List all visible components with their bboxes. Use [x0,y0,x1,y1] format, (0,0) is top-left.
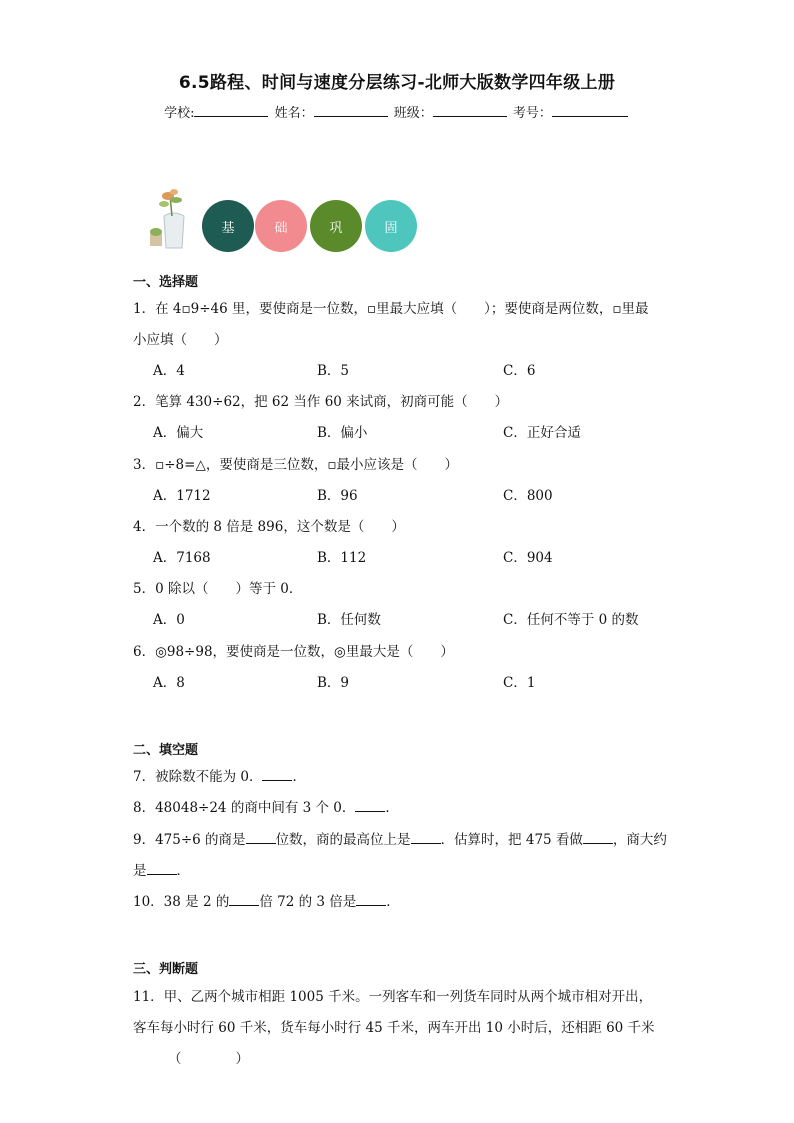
school-label: 学校: [164,106,195,121]
q6-option-b[interactable]: B．9 [317,675,350,691]
q7-blank[interactable] [262,768,292,781]
plant-vase-icon [146,186,194,252]
question-9-line-2: 是 ． [133,863,190,879]
section-choice-heading: 一、选择题 [133,275,199,290]
class-blank[interactable] [433,104,507,117]
question-11-answer-bracket[interactable]: （ ） [168,1051,249,1067]
q2-option-b[interactable]: B．偏小 [317,425,368,441]
q9-blank-1[interactable] [246,831,276,844]
name-blank[interactable] [314,104,388,117]
section-judge-heading: 三、判断题 [133,962,199,977]
q3-option-a[interactable]: A．1712 [153,488,211,504]
question-1-line-2: 小应填（ ） [133,332,228,348]
school-blank[interactable] [194,104,268,117]
badge-circle-2: 础 [255,200,307,252]
q10-blank-1[interactable] [229,893,259,906]
question-9-line-1: 9．475÷6 的商是 位数，商的最高位上是 ．估算时，把 475 看做 ，商大约 [133,832,667,848]
class-label: 班级： [393,106,433,121]
q1-option-c[interactable]: C．6 [503,363,536,379]
q6-option-a[interactable]: A．8 [153,675,185,691]
q5-option-a[interactable]: A．0 [153,612,185,628]
badge-circle-4: 固 [365,200,417,252]
question-10: 10．38 是 2 的 倍 72 的 3 倍是 ． [133,894,400,910]
name-label: 姓名： [274,106,314,121]
q5-option-b[interactable]: B．任何数 [317,612,381,628]
q4-option-c[interactable]: C．904 [503,550,553,566]
q2-option-c[interactable]: C．正好合适 [503,425,581,441]
q10-blank-2[interactable] [356,893,386,906]
q4-option-a[interactable]: A．7168 [153,550,211,566]
question-5: 5．0 除以（ ）等于 0． [133,581,303,597]
question-8: 8．48048÷24 的商中间有 3 个 0． ． [133,800,399,816]
question-1-line-1: 1．在 4▫9÷46 里，要使商是一位数，▫里最大应填（ ）；要使商是两位数，▫里最 [133,301,649,317]
student-info-line [0,102,794,121]
q9-blank-2[interactable] [411,831,441,844]
q1-option-b[interactable]: B．5 [317,363,350,379]
q9-blank-4[interactable] [147,862,177,875]
question-2: 2．笔算 430÷62，把 62 当作 60 来试商，初商可能（ ） [133,394,509,410]
number-label: 考号： [512,106,552,121]
question-3: 3．▫÷8=△，要使商是三位数，▫最小应该是（ ） [133,457,458,473]
question-6: 6．◎98÷98，要使商是一位数，◎里最大是（ ） [133,644,454,660]
question-4: 4．一个数的 8 倍是 896，这个数是（ ） [133,519,405,535]
section-fill-heading: 二、填空题 [133,743,199,758]
q5-option-c[interactable]: C．任何不等于 0 的数 [503,612,639,628]
q3-option-c[interactable]: C．800 [503,488,553,504]
q1-option-a[interactable]: A．4 [153,363,185,379]
q9-blank-3[interactable] [583,831,613,844]
question-11-line-1: 11．甲、乙两个城市相距 1005 千米。一列客车和一列货车同时从两个城市相对开出， [133,989,653,1005]
badge-circle-3: 巩 [310,200,362,252]
q2-option-a[interactable]: A．偏大 [153,425,204,441]
number-blank[interactable] [552,104,628,117]
q3-option-b[interactable]: B．96 [317,488,358,504]
question-7: 7．被除数不能为 0． ． [133,769,306,785]
q4-option-b[interactable]: B．112 [317,550,367,566]
question-11-line-2: 客车每小时行 60 千米，货车每小时行 45 千米，两车开出 10 小时后，还相距 60 千米 [133,1020,655,1036]
page-title: 6.5路程、时间与速度分层练习-北师大版数学四年级上册 [178,73,616,93]
q8-blank[interactable] [355,799,385,812]
q6-option-c[interactable]: C．1 [503,675,536,691]
badge-circle-1: 基 [202,200,254,252]
